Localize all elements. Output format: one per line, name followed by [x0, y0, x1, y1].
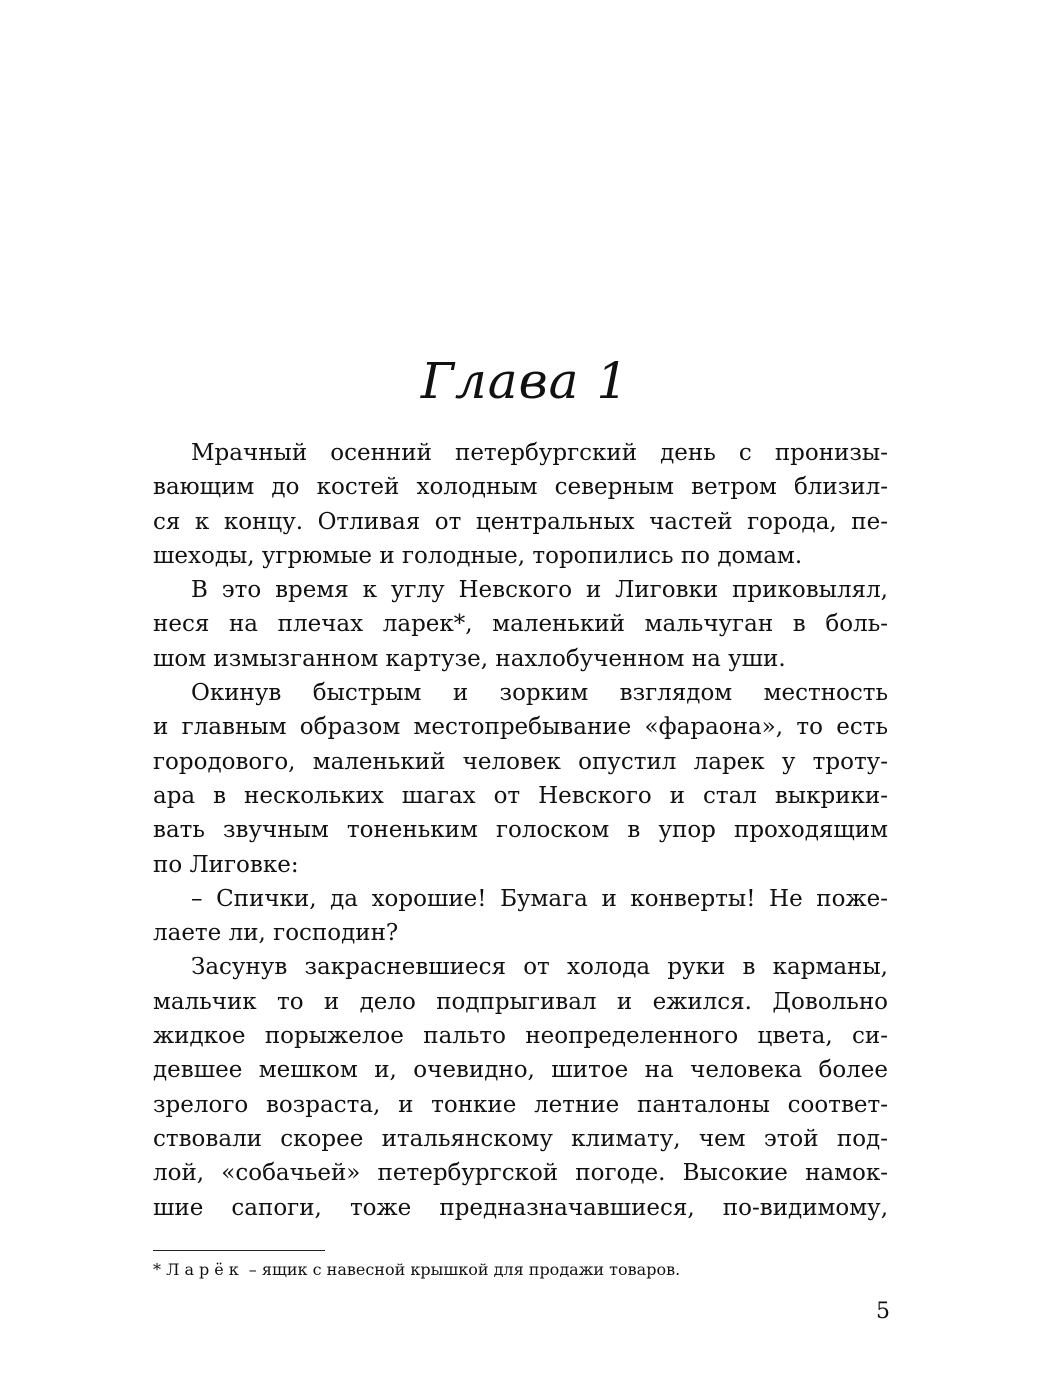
text-line: ствовали скорее итальянскому климату, чем этой под- [153, 1125, 888, 1152]
text-line: лаете ли, господин? [153, 920, 399, 947]
footnote-marker: * [153, 1260, 161, 1279]
footnote-dash: – [248, 1260, 257, 1279]
text-line: шеходы, угрюмые и голодные, торопились по домам. [153, 542, 803, 569]
text-line: жидкое порыжелое пальто неопределенного цвета, си- [153, 1023, 888, 1050]
text-line: ся к концу. Отливая от центральных частей города, пе- [153, 508, 888, 535]
text-line: Засунув закрасневшиеся от холода руки в карманы, [191, 954, 888, 981]
footnote [153, 1259, 680, 1281]
text-line: по Лиговке: [153, 851, 299, 878]
text-line: неся на плечах ларек*, маленький мальчуган в боль- [153, 611, 888, 638]
text-line: вающим до костей холодным северным ветром близил- [153, 474, 888, 501]
page-number: 5 [876, 1299, 890, 1324]
text-line: шие сапоги, тоже предназначавшиеся, по-видимому, [153, 1194, 888, 1221]
text-line: шом измызганном картузе, нахлобученном на уши. [153, 645, 786, 672]
text-line: Окинув быстрым и зорким взглядом местность [191, 680, 888, 707]
text-line: и главным образом местопребывание «фараона», то есть [153, 714, 888, 741]
text-line: городового, маленький человек опустил ларек у троту- [153, 748, 888, 775]
text-line: ара в нескольких шагах от Невского и стал выкрики- [153, 782, 888, 809]
footnote-term: Ларёк [166, 1260, 244, 1279]
text-line: вать звучным тоненьким голоском в упор проходящим [153, 817, 888, 844]
chapter-title: Глава 1 [420, 352, 630, 410]
footnote-definition: ящик с навесной крышкой для продажи товаров. [261, 1260, 681, 1279]
text-line: мальчик то и дело подпрыгивал и ежился. Довольно [153, 988, 888, 1015]
text-line: – Спички, да хорошие! Бумага и конверты! Не поже- [191, 885, 888, 912]
body-text [153, 436, 888, 1225]
text-line: лой, «собачьей» петербургской погоде. Высокие намок- [153, 1160, 888, 1187]
text-line: Мрачный осенний петербургский день с пронизы- [191, 440, 888, 466]
text-line: зрелого возраста, и тонкие летние панталоны соответ- [153, 1091, 888, 1118]
text-line: В это время к углу Невского и Лиговки приковылял, [191, 577, 888, 604]
footnote-divider [153, 1250, 325, 1251]
text-line: девшее мешком и, очевидно, шитое на человека более [153, 1057, 888, 1084]
